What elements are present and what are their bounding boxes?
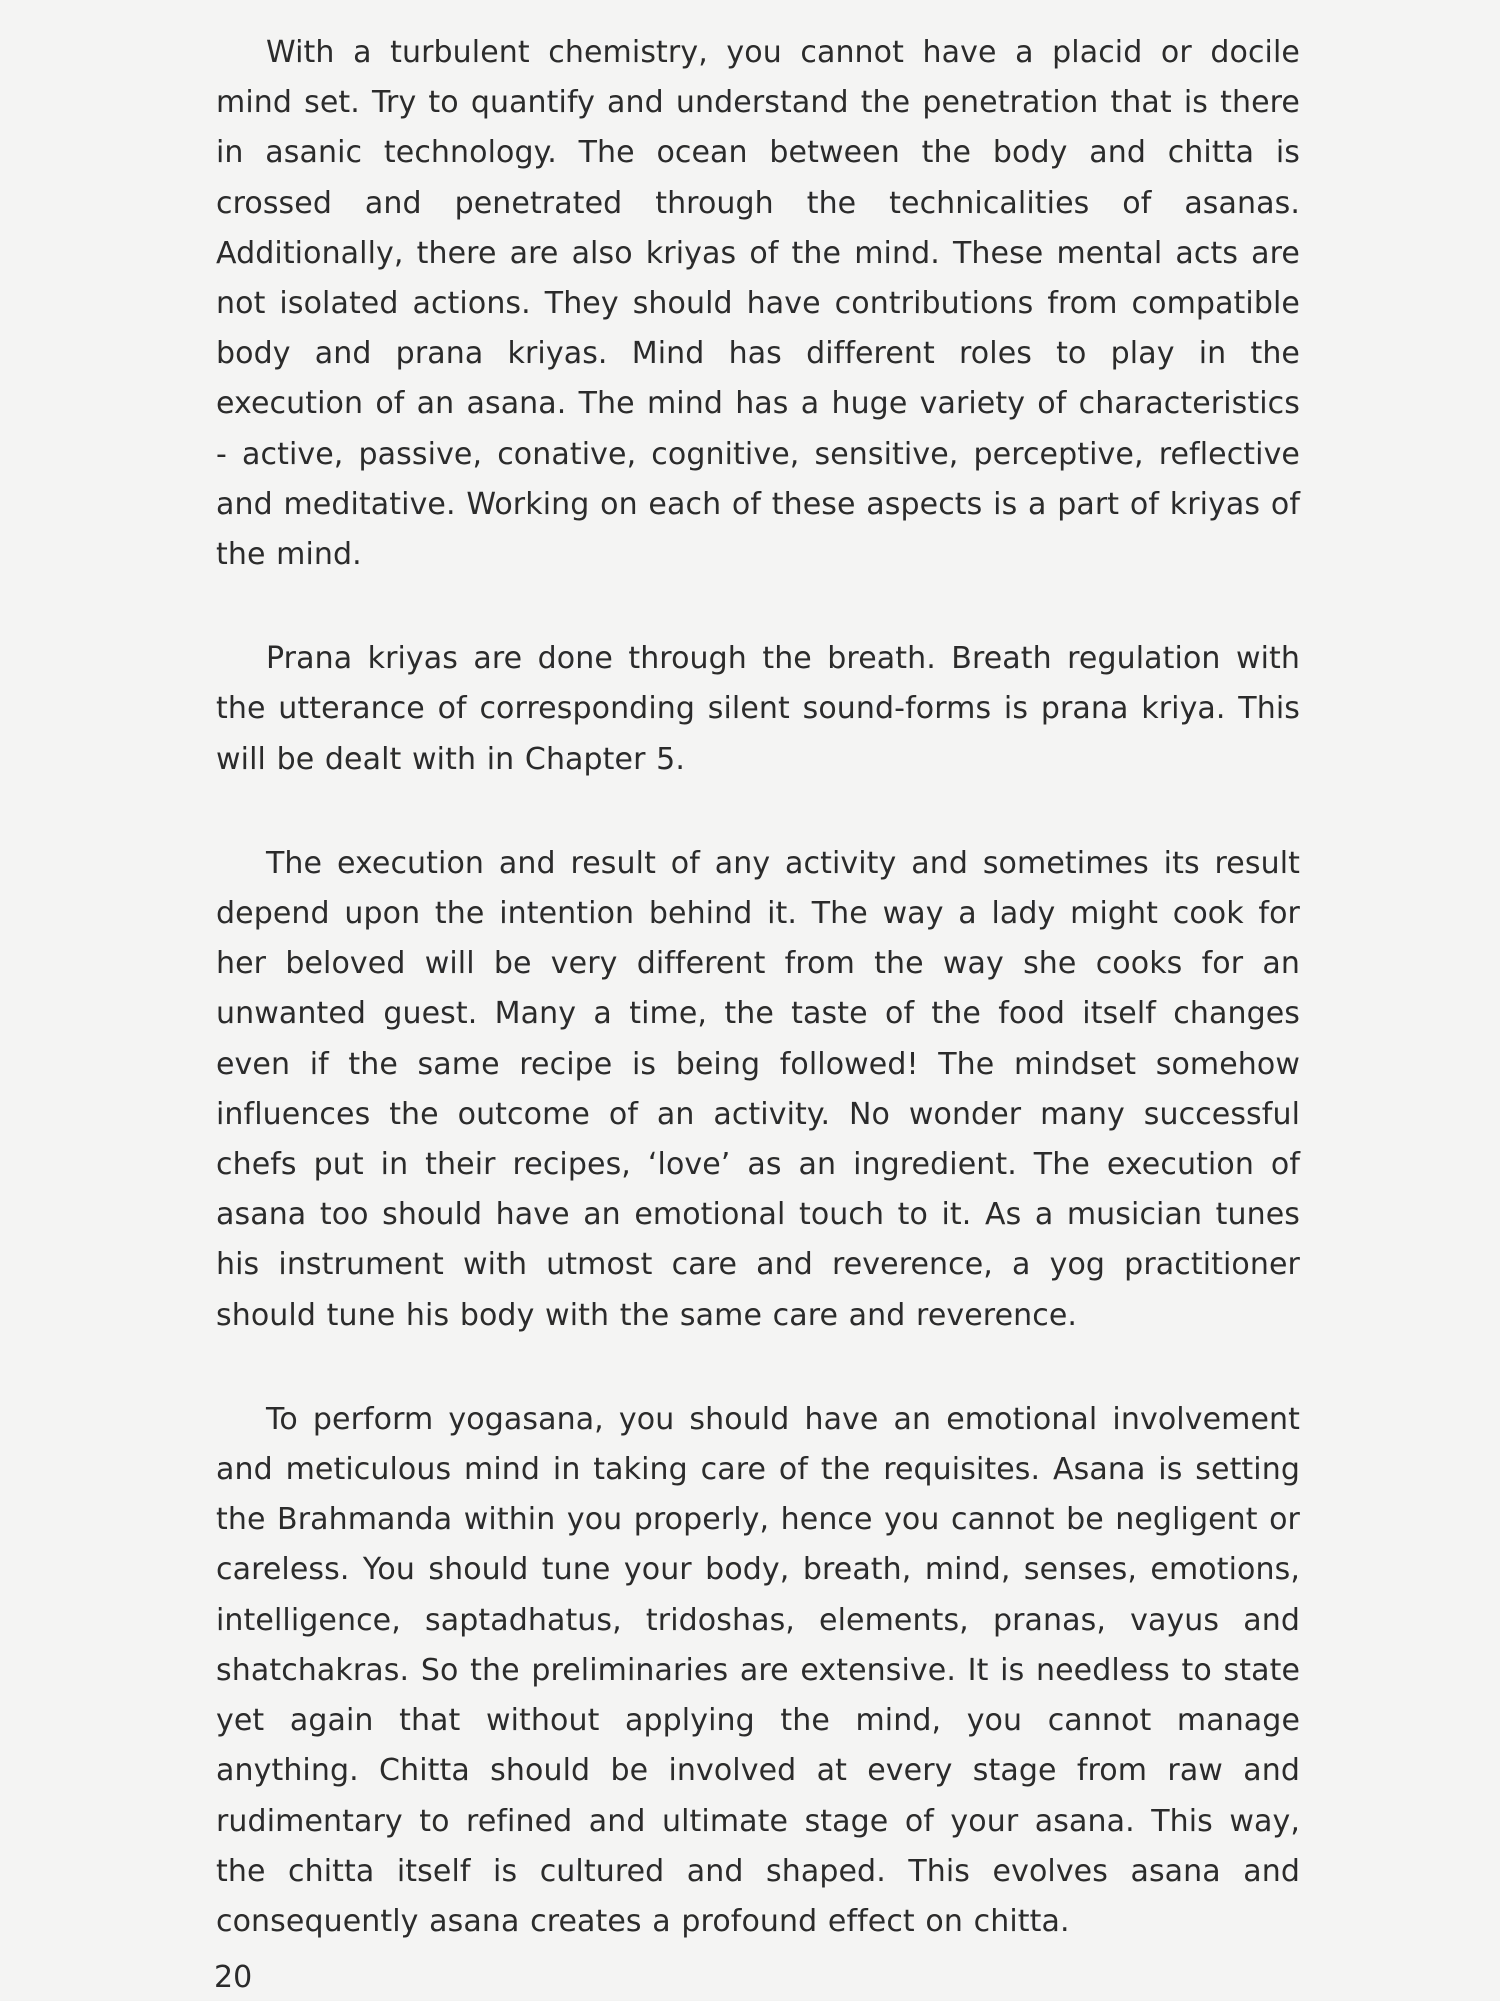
paragraph-1: With a turbulent chemistry, you cannot have a placid or docile mind set. Try to quantify and understand the penetration that is there in asanic technology. The ocean between the body and chitta is crossed and penetrated through the technicalities of asanas. Additionally, there are also kriyas of the mind. These mental acts are not isolated actions. They should have contributions from compatible body and prana kriyas. Mind has different roles to play in the execution of an asana. The mind has a huge variety of characteristics - active, passive, conative, cognitive, sensitive, perceptive, reflective and meditative. Working on each of these aspects is a part of kriyas of the mind. [216,35,1300,573]
paragraph-2: Prana kriyas are done through the breath. Breath regulation with the utterance of corresponding silent sound-forms is prana kriya. This will be dealt with in Chapter 5. [216,641,1300,777]
paragraph-4: To perform yogasana, you should have an emotional involvement and meticulous mind in taking care of the requisites. Asana is setting the Brahmanda within you properly, hence you cannot be negligent or careless. You should tune your body, breath, mind, senses, emotions, intelligence, saptadhatus, tridoshas, elements, pranas, vayus and shatchakras. So the preliminaries are extensive. It is needless to state yet again that without applying the mind, you cannot manage anything. Chitta should be involved at every stage from raw and rudimentary to refined and ultimate stage of your asana. This way, the chitta itself is cultured and shaped. This evolves asana and consequently asana creates a profound effect on chitta. [216,1401,1300,1939]
page-body [216,28,1300,2001]
page-number: 20 [214,1960,253,1995]
paragraph-3: The execution and result of any activity and sometimes its result depend upon the intention behind it. The way a lady might cook for her beloved will be very different from the way she cooks for an unwanted guest. Many a time, the taste of the food itself changes even if the same recipe is being followed! The mindset somehow influences the outcome of an activity. No wonder many successful chefs put in their recipes, ‘love’ as an ingredient. The execution of asana too should have an emotional touch to it. As a musician tunes his instrument with utmost care and reverence, a yog practitioner should tune his body with the same care and reverence. [216,845,1300,1333]
